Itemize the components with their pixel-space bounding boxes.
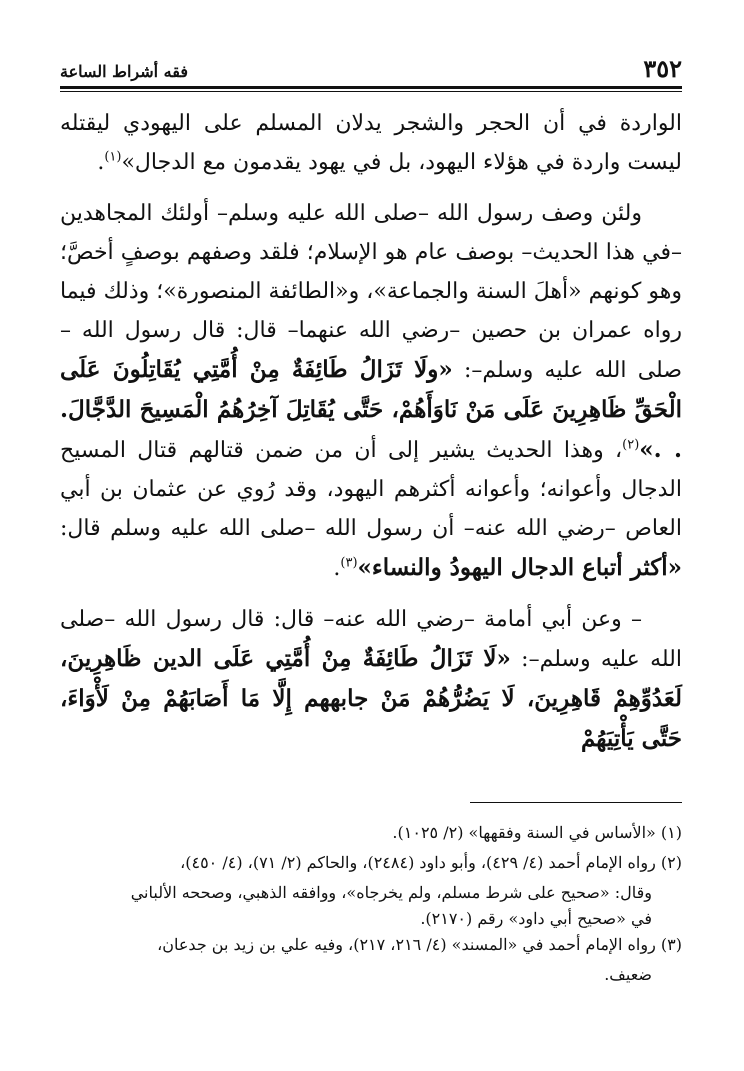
book-page	[60, 50, 682, 1050]
header-rule	[60, 86, 682, 89]
paragraph-1	[60, 104, 682, 182]
footnote-3: (٣) رواه الإمام أحمد في «المسند» (٤/ ٢١٦، ٢١٧)، وفيه علي بن زيد بن جدعان،	[157, 935, 682, 954]
hadith-3: «لَا تَزَالُ طَائِفَةٌ مِنْ أُمَّتِي عَلَى الدين ظَاهِرِينَ، لَعَدُوِّهِمْ قَاهِرِينَ، لَا يَضُرُّهُمْ مَنْ جابههم إِلَّا مَا أَصَابَهُمْ مِنْ لَأْوَاءَ، حَتَّى يَأْتِيَهُمْ	[60, 645, 682, 752]
hadith-quote-2: «أكثر أتباع الدجال اليهودُ والنساء»	[357, 554, 682, 581]
footnote-separator	[470, 802, 682, 803]
footnote-ref-1: (١)	[104, 149, 122, 165]
running-title: فقه أشراط الساعة	[60, 62, 188, 81]
main-text	[60, 104, 682, 759]
footnote-2: (٢) رواه الإمام أحمد (٤/ ٤٢٩)، وأبو داود (٢٤٨٤)، والحاكم (٢/ ٧١)، (٤/ ٤٥٠)،	[180, 853, 682, 872]
footnote-ref-2: (٢)	[622, 437, 640, 453]
footnote-ref-3: (٣)	[340, 555, 358, 571]
hadith-1: «ولَا تَزَالُ طَائِفَةٌ مِنْ أُمَّتِي يُقَاتِلُونَ عَلَى الْحَقِّ ظَاهِرِينَ عَلَى مَنْ نَاوَأَهُمْ، حَتَّى يُقَاتِلَ آخِرُهُمُ الْمَسِيحَ الدَّجَّالَ. . .»	[60, 356, 682, 463]
paragraph-2	[60, 194, 682, 588]
footnote-1: (١) «الأساس في السنة وفقهها» (٢/ ١٠٢٥).	[392, 823, 682, 842]
paragraph-2-end: .	[333, 556, 341, 581]
footnote-3-end: ضعيف.	[604, 965, 652, 984]
paragraph-3	[60, 600, 682, 759]
paragraph-2-text-b: ، وهذا الحديث يشير إلى أن من ضمن قتالهم قتال المسيح الدجال وأعوانه؛ وأعوانه أكثرهم اليهود، وقد رُوي عن عثمان بن أبي العاص –رضي الله عنه– أن رسول الله –صلى الله عليه وسلم قال:	[60, 438, 682, 541]
paragraph-1-end: .	[97, 150, 105, 175]
page-number: ٣٥٢	[643, 54, 682, 83]
paragraph-3-text: – وعن أبي أمامة –رضي الله عنه– قال: قال رسول الله –صلى الله عليه وسلم–:	[60, 607, 682, 672]
footnote-2-end: في «صحيح أبي داود» رقم (٢١٧٠).	[420, 909, 652, 928]
footnotes	[60, 820, 682, 988]
paragraph-1-text: الواردة في أن الحجر والشجر يدلان المسلم على اليهودي ليقتله ليست واردة في هؤلاء اليهود، بل في يهود يقدمون مع الدجال»	[60, 111, 682, 175]
footnote-2-continued: وقال: «صحيح على شرط مسلم، ولم يخرجاه»، ووافقه الذهبي، وصححه الألباني	[130, 883, 652, 902]
paragraph-2-text-a: ولئن وصف رسول الله –صلى الله عليه وسلم– أولئك المجاهدين –في هذا الحديث– بوصف عام هو الإسلام؛ فلقد وصفهم بوصفٍ أخصَّ؛ وهو كونهم «أهلَ السنة والجماعة»، و«الطائفة المنصورة»؛ وذلك فيما رواه عمران بن حصين –رضي الله عنهما– قال: قال رسول الله –صلى الله عليه وسلم–:	[60, 201, 683, 383]
header-rule-thin	[60, 91, 682, 92]
page-header	[60, 50, 682, 84]
